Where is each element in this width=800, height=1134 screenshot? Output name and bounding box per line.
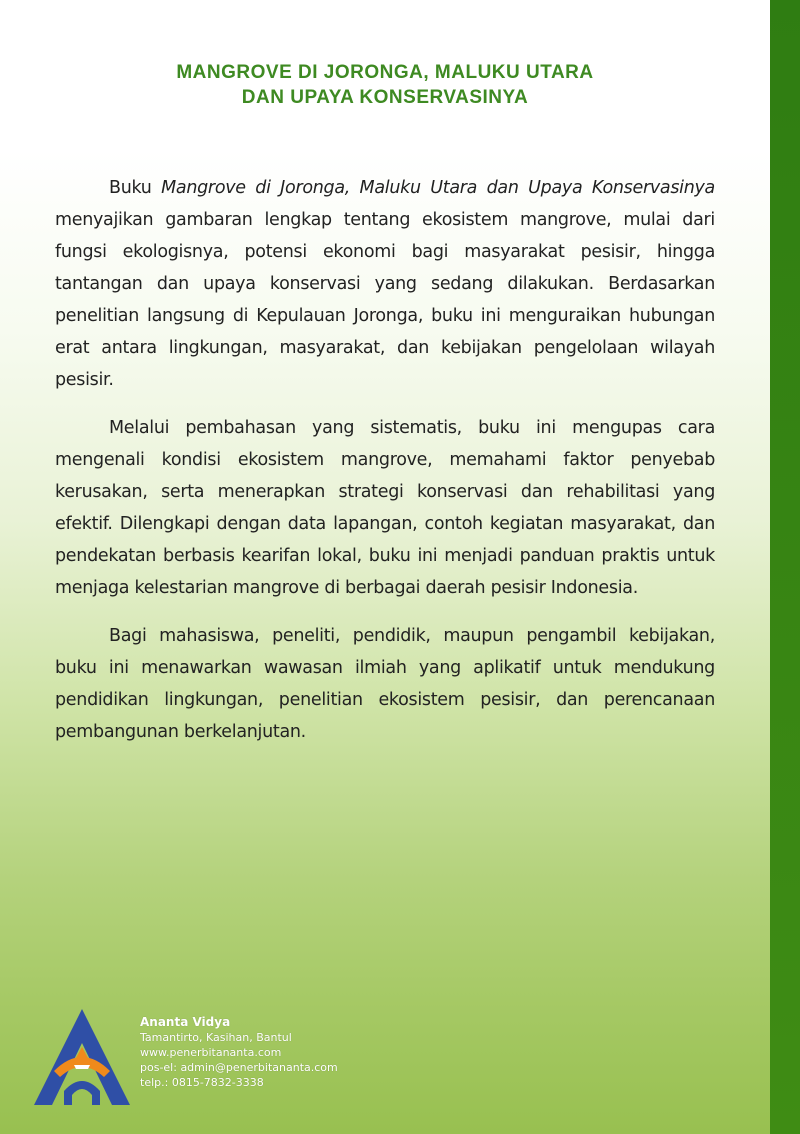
paragraph-1-rest: menyajikan gambaran lengkap tentang ekosistem mangrove, mulai dari fungsi ekologisnya, potensi ekonomi bagi masyarakat pesisir, hingga tantangan dan upaya konservasi yang sedang dilakukan. Berdasarkan penelitian langsung di Kepulauan Joronga, buku ini menguraikan hubungan erat antara lingkungan, masyarakat, dan kebijakan pengelolaan wilayah pesisir. bbox=[55, 210, 715, 390]
paragraph-2: Melalui pembahasan yang sistematis, buku ini mengupas cara mengenali kondisi ekosistem mangrove, memahami faktor penyebab kerusakan, serta menerapkan strategi konservasi dan rehabilitasi yang efektif. Dilengkapi dengan data lapangan, contoh kegiatan masyarakat, dan pendekatan berbasis kearifan lokal, buku ini menjadi panduan praktis untuk menjaga kelestarian mangrove di berbagai daerah pesisir Indonesia. bbox=[55, 418, 715, 598]
publisher-phone: telp.: 0815-7832-3338 bbox=[140, 1076, 264, 1089]
paragraph-1 bbox=[55, 172, 715, 396]
publisher-website: www.penerbitananta.com bbox=[140, 1046, 282, 1059]
page-title bbox=[0, 60, 770, 110]
publisher-address: Tamantirto, Kasihan, Bantul bbox=[140, 1031, 292, 1044]
paragraph-1-lead: Buku bbox=[109, 178, 162, 198]
publisher-email: pos-el: admin@penerbitananta.com bbox=[140, 1061, 338, 1074]
side-color-bar bbox=[770, 0, 800, 1134]
title-line-1: MANGROVE DI JORONGA, MALUKU UTARA bbox=[176, 62, 594, 83]
title-line-2: DAN UPAYA KONSERVASINYA bbox=[241, 87, 529, 108]
blurb-text bbox=[55, 172, 715, 764]
publisher-name: Ananta Vidya bbox=[140, 1015, 231, 1029]
ananta-vidya-logo-icon bbox=[30, 1005, 135, 1110]
book-title-italic: Mangrove di Joronga, Maluku Utara dan Upaya Konservasinya bbox=[161, 178, 715, 198]
publisher-block bbox=[30, 1005, 390, 1115]
publisher-info bbox=[140, 1015, 338, 1090]
paragraph-3: Bagi mahasiswa, peneliti, pendidik, maupun pengambil kebijakan, buku ini menawarkan wawasan ilmiah yang aplikatif untuk mendukung pendidikan lingkungan, penelitian ekosistem pesisir, dan perencanaan pembangunan berkelanjutan. bbox=[55, 626, 715, 742]
